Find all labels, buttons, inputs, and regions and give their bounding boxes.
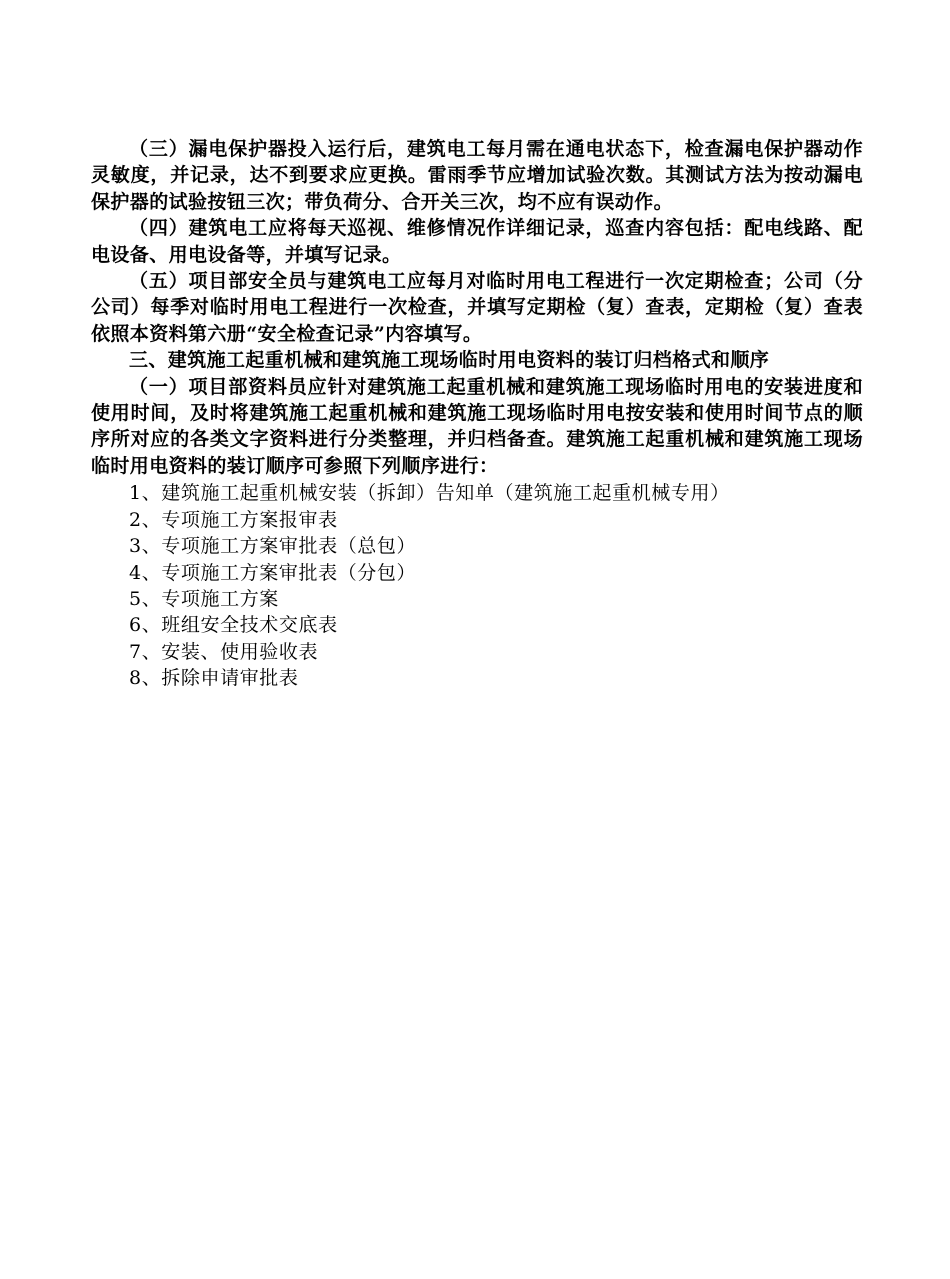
- list-item: 7、安装、使用验收表: [129, 640, 319, 663]
- list-item: 8、拆除申请审批表: [129, 667, 299, 690]
- section-heading: 三、建筑施工起重机械和建筑施工现场临时用电资料的装订归档格式和顺序: [129, 349, 770, 372]
- document-body: [91, 136, 863, 692]
- list-item: 6、班组安全技术交底表: [129, 614, 338, 637]
- list-item: 5、专项施工方案: [129, 587, 279, 610]
- list-item: 1、建筑施工起重机械安装（拆卸）告知单（建筑施工起重机械专用）: [129, 482, 730, 505]
- list-item: 2、专项施工方案报审表: [129, 508, 338, 531]
- paragraph-leakage-protector: （三）漏电保护器投入运行后，建筑电工每月需在通电状态下，检查漏电保护器动作灵敏度，并记录，达不到要求应更换。雷雨季节应增加试验次数。其测试方法为按动漏电保护器的试验按钮三次；带负荷分、合开关三次，均不应有误动作。: [91, 138, 863, 213]
- list-item: 4、专项施工方案审批表（分包）: [129, 561, 417, 584]
- paragraph-daily-inspection: （四）建筑电工应将每天巡视、维修情况作详细记录，巡查内容包括：配电线路、配电设备、用电设备等，并填写记录。: [91, 217, 863, 266]
- paragraph-archiving: （一）项目部资料员应针对建筑施工起重机械和建筑施工现场临时用电的安装进度和使用时间，及时将建筑施工起重机械和建筑施工现场临时用电按安装和使用时间节点的顺序所对应的各类文字资料进行分类整理，并归档备查。建筑施工起重机械和建筑施工现场临时用电资料的装订顺序可参照下列顺序进行：: [91, 375, 863, 477]
- paragraph-periodic-check: （五）项目部安全员与建筑电工应每月对临时用电工程进行一次定期检查；公司（分公司）每季对临时用电工程进行一次检查，并填写定期检（复）查表，定期检（复）查表依照本资料第六册“安全检查记录”内容填写。: [91, 270, 863, 345]
- list-item: 3、专项施工方案审批表（总包）: [129, 535, 417, 558]
- binding-order-list: [91, 480, 863, 691]
